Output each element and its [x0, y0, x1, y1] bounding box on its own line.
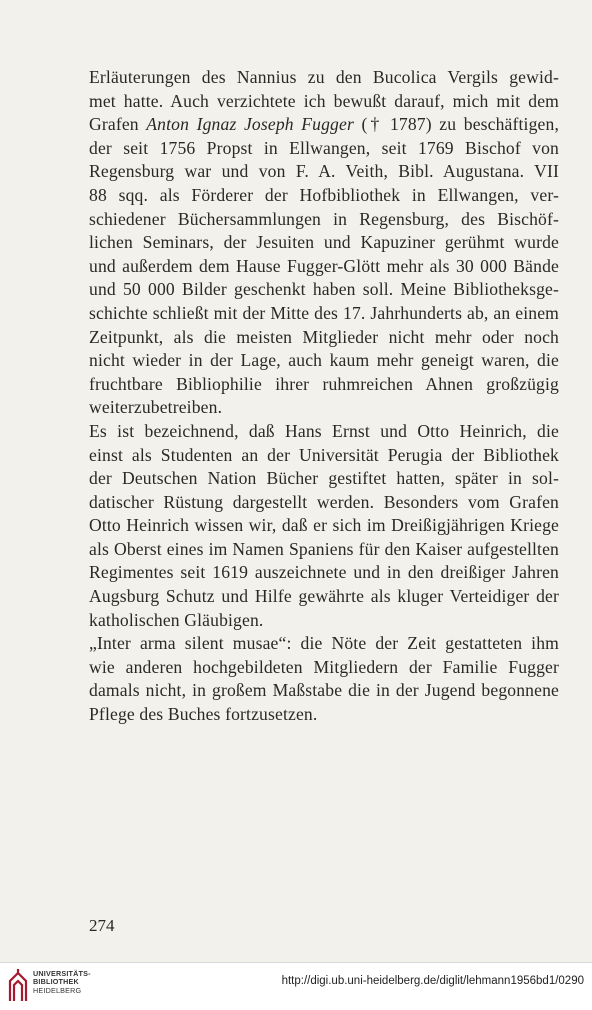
library-logo-icon	[8, 967, 28, 1003]
body-text	[89, 66, 559, 727]
text-line	[89, 113, 559, 137]
text-line: der seit 1756 Propst in Ellwangen, seit 1769 Bischof von	[89, 137, 559, 158]
text-line: fruchtbare Bibliophilie ihrer ruhmreichen Ahnen großzügig	[89, 373, 559, 394]
text-line: der Deutschen Nation Bücher gestiftet hatten, später in sol-	[89, 468, 559, 489]
text-line: Es ist bezeichnend, daß Hans Ernst und Otto Heinrich, die	[89, 420, 559, 441]
text-line: Zeitpunkt, als die meisten Mitglieder nicht mehr oder noch	[89, 326, 559, 347]
text-line: 88 sqq. als Förderer der Hofbibliothek in Ellwangen, ver-	[89, 184, 559, 205]
institution-line-1: UNIVERSITÄTS-	[33, 969, 91, 978]
text-line: schiedener Büchersammlungen in Regensburg, des Bischöf-	[89, 208, 559, 229]
text-line: einst als Studenten an der Universität Perugia der Bibliothek	[89, 444, 559, 465]
text-line: und außerdem dem Hause Fugger-Glött mehr als 30 000 Bände	[89, 255, 559, 276]
text-line: und 50 000 Bilder geschenkt haben soll. Meine Bibliotheksge-	[89, 279, 559, 300]
text-line: Regensburg war und von F. A. Veith, Bibl. Augustana. VII	[89, 161, 559, 182]
source-url-link[interactable]: http://digi.ub.uni-heidelberg.de/diglit/lehmann1956bd1/0290	[281, 975, 584, 987]
text-line: Erläuterungen des Nannius zu den Bucolica Vergils gewid-	[89, 67, 559, 87]
text-line: lichen Seminars, der Jesuiten und Kapuziner gerühmt wurde	[89, 232, 559, 253]
text-line: met hatte. Auch verzichtete ich bewußt darauf, mich mit dem	[89, 90, 559, 111]
institution-line-2: BIBLIOTHEK	[33, 977, 79, 987]
text-line: damals nicht, in großem Maßstabe die in der Jugend begonnene	[89, 680, 559, 701]
text-line: „Inter arma silent musae“: die Nöte der Zeit gestatteten ihm	[89, 633, 559, 654]
text-line: wie anderen hochgebildeten Mitgliedern der Familie Fugger	[89, 656, 559, 677]
institution-name	[33, 970, 91, 995]
text-line: datischer Rüstung dargestellt werden. Besonders vom Grafen	[89, 491, 559, 512]
text-line: Pflege des Buches fortzusetzen.	[89, 704, 318, 725]
text-line: katholischen Gläubigen.	[89, 609, 264, 630]
page-number: 274	[89, 916, 115, 935]
text-line: nicht wieder in der Lage, auch kaum mehr geneigt waren, die	[89, 350, 559, 371]
text-line: Regimentes seit 1619 auszeichnete und in den dreißiger Jahren	[89, 562, 559, 583]
text-segment: († 1787) zu beschäftigen,	[353, 114, 559, 135]
italic-name: Anton Ignaz Joseph Fugger	[146, 114, 354, 135]
text-line: weiterzubetreiben.	[89, 397, 223, 418]
text-segment: Grafen	[89, 114, 147, 135]
text-line: schichte schließt mit der Mitte des 17. Jahrhunderts ab, an einem	[89, 302, 559, 323]
text-line: als Oberst eines im Namen Spaniens für den Kaiser aufgestellten	[89, 538, 559, 559]
text-line: Otto Heinrich wissen wir, daß er sich im Dreißigjährigen Kriege	[89, 515, 559, 536]
text-line: Augsburg Schutz und Hilfe gewährte als kluger Verteidiger der	[89, 586, 559, 607]
institution-line-3: HEIDELBERG	[33, 985, 82, 995]
